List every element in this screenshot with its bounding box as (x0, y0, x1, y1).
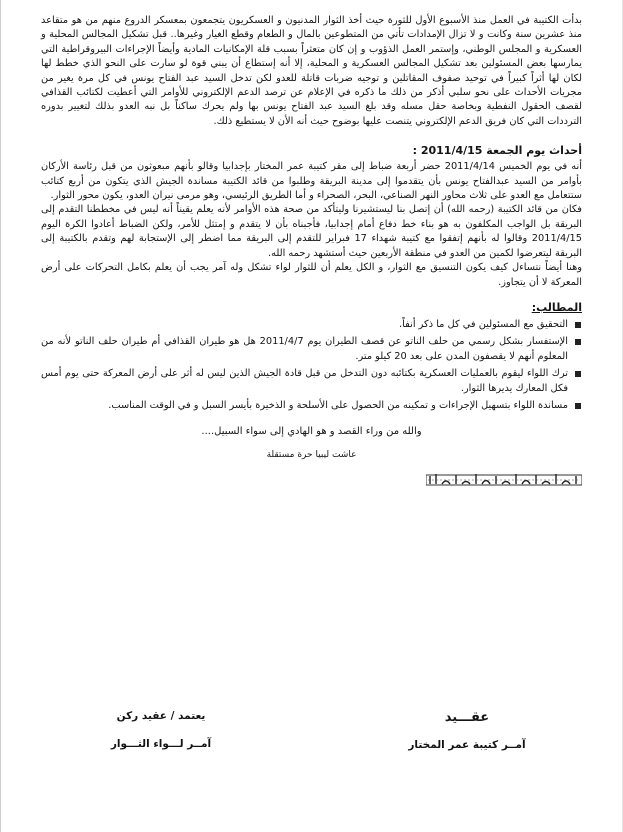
signature-title: يعتمد / عقيد ركن (116, 710, 206, 722)
events-paragraph: أنه في يوم الخميس 2011/4/14 حضر أربعة ضباط إلى مقر كتيبة عمر المختار بإجدابيا وقالو بأنهم مبعوثون من قبل رئاسة الأركان بأوامر من السيد عبدالفتاح يونس بأن يتقدموا إلى مدينة البريقة وطلبوا من قائد الكتيبة مساندة الجيش الذي يتكون من أربع كتائب ستتعامل مع العدو على ثلاث محاور النهر الصناعي، البحر، الصحراء و أما الطريق الرئيسي، وهو مرمى نيران العدو، يكون محور الثوار. (41, 161, 582, 202)
signature-line: آمــر لـــواء الثـــوار (110, 738, 212, 750)
demand-item: ترك اللواء ليقوم بالعمليات العسكرية بكتائبه دون التدخل من قبل قادة الجيش الذين ليس له أثر على أرض المعركة حتى يوم أمس فكل المعارك يديرها الثوار. (41, 367, 568, 396)
closing-line: والله من وراء القصد و هو الهادي إلى سواء السبيل.... (201, 426, 422, 438)
slogan: عاشت ليبيا حرة مستقلة (266, 449, 357, 460)
demand-item: الإستفسار بشكل رسمي من حلف الناتو عن قصف الطيران يوم 2011/4/7 هل هو طيران القذافي أم طيران حلف الناتو لأنه من المعلوم أنهم لا يقصفون المدن على بعد 20 كيلو متر. (41, 335, 568, 364)
calligraphy-seal-icon (426, 470, 582, 490)
demand-item: التحقيق مع المسئولين في كل ما ذكر أنفاً. (41, 318, 568, 332)
events-section (41, 160, 582, 290)
events-title: أحداث يوم الجمعة 2011/4/15 : (412, 144, 582, 158)
demands-list (41, 318, 582, 413)
demands-title: المطالب: (531, 300, 582, 314)
events-paragraph: فكان من قائد الكتيبة (رحمه الله) أن إتصل بنا ليستشيرنا وليتأكد من صحة هذه الأوامر لأنه يعلم يقيناً أنه ليس في مخططنا التقدم إلى البريقة بل الواجب المكلفون به هو بناء خط دفاع أمام إجدابيا، فأجبناه بأن لا يتقدم و إمتثل للأمر، ولكن الضباط أعادوا الكرة اليوم 2011/4/15 وقالوا له بأنهم إتفقوا مع كتيبة شهداء 17 فبراير للتقدم إلى البريقة مما اضطر إلى الإستجابة لهم وتقدم بالكتيبة إلى البريقة ليتعرضوا لكمين من العدو في منطقة الأربعين حيث أستشهد رحمه الله. (41, 204, 582, 259)
signature-block-commander (382, 710, 552, 751)
demand-item: مساندة اللواء بتسهيل الإجراءات و تمكينه من الحصول على الأسلحة و الذخيرة بأيسر السبل و في الوقت المناسب. (41, 399, 568, 413)
intro-paragraph: بدأت الكتيبة في العمل منذ الأسبوع الأول للثورة حيث أخذ الثوار المدنيون و العسكريون يتجمعون بمعسكر الدروع منهم من هو متقاعد منذ عشرين سنة وكانت و لا تزال الإمدادات تأتي من المتطوعين بالمال و الطعام وقطع الغيار وغيرها.. قبل تشكيل المجالس المحلية و العسكرية و المجلس الوطني، وإستمر العمل الذؤوب و إن كان متعثراً بسبب قلة الإمكانيات المادية وأيضاً الإجراءات البيروقراطية التي يمارسها بعض المسئولين بعد تشكيل المجالس العسكرية و المحلية، إلا أنه إستطاع أن يبني قوة لو سارت على النحو الذي خطط لها لكان لها أثراً كبيراً في توحيد صفوف المقاتلين و توجيه ضربات قاتلة للعدو لكن تدخل السيد عبد الفتاح يونس في كل مرة يغير من مجريات الأحداث على نحو سلبي أذكر من ذلك ما ذكره في الإعلام عن ترصد الدعم الإلكتروني للأوامر التي أعطيت لكتائب القذافي لقصف الحقول النفطية وبخاصة حقل مسله وقد بلغ السيد عبد الفتاح يونس بها ولم يحرك ساكناً بل نبه العدو بذلك لتغيير بدوره الترددات التي كان فريق الدعم الإلكتروني يتنصت عليها بوضوح حيث أنه الأن لا يستطيع ذلك. (41, 15, 582, 127)
events-paragraph: وهنا أيضاً نتساءل كيف يكون التنسيق مع الثوار، و الكل يعلم أن للثوار لواء تشكل وله آمر يجب أن يعلم بكامل التحركات على أرض المعركة لا أن يتجاوز. (41, 262, 582, 288)
signature-line: آمــر كتيبة عمر المختار (408, 739, 526, 751)
signature-title: عقـــيد (444, 710, 490, 725)
document-body (41, 14, 582, 496)
signature-block-approver (91, 710, 231, 750)
